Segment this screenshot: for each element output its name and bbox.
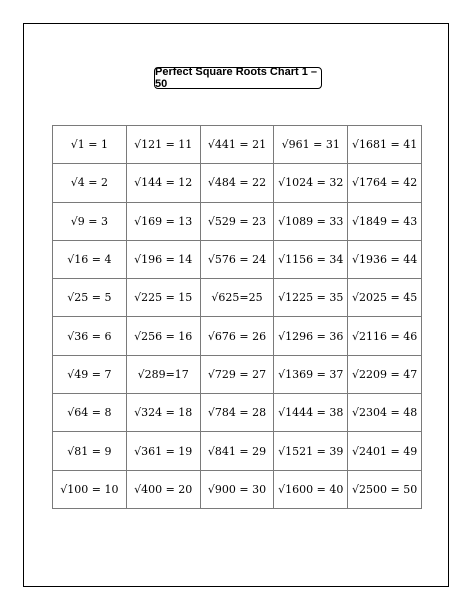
table-row [53, 394, 422, 432]
table-cell: √1225 = 35 [274, 279, 348, 317]
table-cell: √361 = 19 [126, 432, 200, 470]
table-cell: √441 = 21 [200, 126, 274, 164]
table-cell: √1089 = 33 [274, 202, 348, 240]
table-row [53, 279, 422, 317]
table-row [53, 240, 422, 278]
table-cell: √484 = 22 [200, 164, 274, 202]
table-cell: √64 = 8 [53, 394, 127, 432]
table-cell: √1444 = 38 [274, 394, 348, 432]
table-row [53, 432, 422, 470]
square-roots-table [52, 125, 422, 509]
table-cell: √289=17 [126, 355, 200, 393]
table-cell: √169 = 13 [126, 202, 200, 240]
table-cell: √1296 = 36 [274, 317, 348, 355]
table-row [53, 202, 422, 240]
table-cell: √1936 = 44 [348, 240, 422, 278]
table-cell: √529 = 23 [200, 202, 274, 240]
table-cell: √324 = 18 [126, 394, 200, 432]
table-cell: √576 = 24 [200, 240, 274, 278]
table-cell: √1764 = 42 [348, 164, 422, 202]
table-cell: √81 = 9 [53, 432, 127, 470]
table-cell: √1600 = 40 [274, 470, 348, 508]
table-row [53, 126, 422, 164]
table-cell: √1849 = 43 [348, 202, 422, 240]
table-cell: √1521 = 39 [274, 432, 348, 470]
table-cell: √36 = 6 [53, 317, 127, 355]
table-cell: √9 = 3 [53, 202, 127, 240]
table-cell: √1 = 1 [53, 126, 127, 164]
table-row [53, 317, 422, 355]
table-cell: √2304 = 48 [348, 394, 422, 432]
table-cell: √49 = 7 [53, 355, 127, 393]
page-title: Perfect Square Roots Chart 1 – 50 [154, 67, 322, 89]
table-cell: √2500 = 50 [348, 470, 422, 508]
table-cell: √676 = 26 [200, 317, 274, 355]
table-cell: √2209 = 47 [348, 355, 422, 393]
table-cell: √25 = 5 [53, 279, 127, 317]
table-cell: √1369 = 37 [274, 355, 348, 393]
table-cell: √2025 = 45 [348, 279, 422, 317]
table-cell: √625=25 [200, 279, 274, 317]
table-cell: √961 = 31 [274, 126, 348, 164]
table-body [53, 126, 422, 509]
table-cell: √900 = 30 [200, 470, 274, 508]
table-row [53, 355, 422, 393]
table-cell: √1024 = 32 [274, 164, 348, 202]
table-cell: √2401 = 49 [348, 432, 422, 470]
table-cell: √196 = 14 [126, 240, 200, 278]
table-cell: √729 = 27 [200, 355, 274, 393]
table-cell: √841 = 29 [200, 432, 274, 470]
table-cell: √16 = 4 [53, 240, 127, 278]
table-cell: √784 = 28 [200, 394, 274, 432]
table-cell: √121 = 11 [126, 126, 200, 164]
table-cell: √2116 = 46 [348, 317, 422, 355]
table-cell: √4 = 2 [53, 164, 127, 202]
table-row [53, 470, 422, 508]
table-cell: √1681 = 41 [348, 126, 422, 164]
table-cell: √256 = 16 [126, 317, 200, 355]
table-cell: √100 = 10 [53, 470, 127, 508]
table-row [53, 164, 422, 202]
table-cell: √1156 = 34 [274, 240, 348, 278]
table-cell: √144 = 12 [126, 164, 200, 202]
table-cell: √225 = 15 [126, 279, 200, 317]
table-cell: √400 = 20 [126, 470, 200, 508]
